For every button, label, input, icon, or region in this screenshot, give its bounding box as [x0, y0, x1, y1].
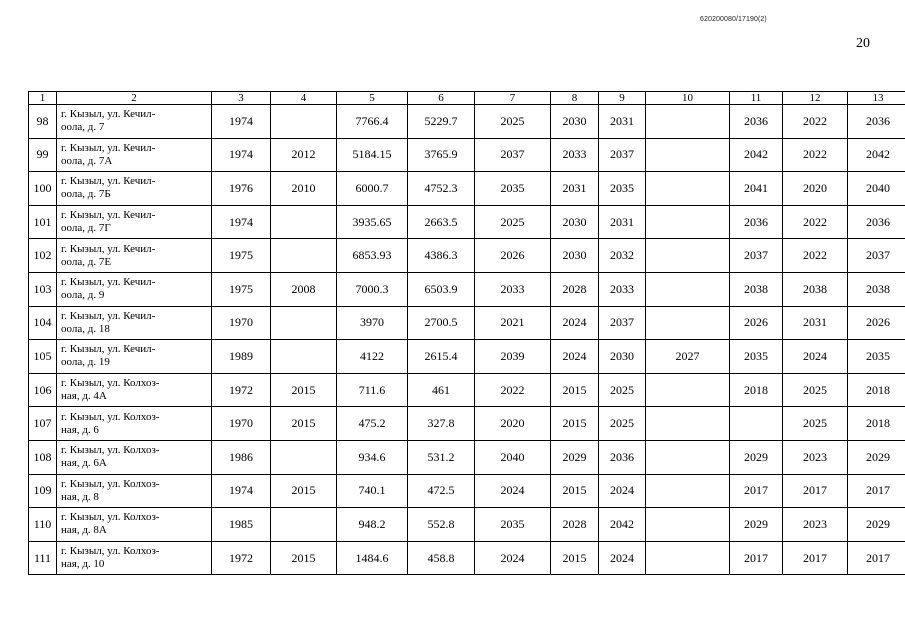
table-row — [29, 172, 905, 206]
column-header: 2 — [57, 92, 212, 105]
table-cell: 2038 — [730, 272, 783, 306]
table-cell: 2015 — [551, 407, 599, 441]
table-cell: 1989 — [212, 340, 271, 374]
table-cell: 2024 — [551, 340, 599, 374]
table-cell: 2015 — [271, 373, 337, 407]
table-cell — [271, 239, 337, 273]
row-number-cell: 109 — [29, 474, 57, 508]
table-cell: 1974 — [212, 205, 271, 239]
address-cell: г. Кызыл, ул. Колхоз- ная, д. 4А — [57, 373, 212, 407]
table-cell: 2008 — [271, 272, 337, 306]
table-cell: 2024 — [475, 474, 551, 508]
table-cell: 2022 — [783, 105, 848, 139]
table-cell: 2028 — [551, 272, 599, 306]
table-cell: 2021 — [475, 306, 551, 340]
table-cell: 7766.4 — [337, 105, 408, 139]
table-cell: 2026 — [475, 239, 551, 273]
table-cell: 2040 — [848, 172, 905, 206]
table-cell: 2037 — [848, 239, 905, 273]
table-cell: 2024 — [783, 340, 848, 374]
column-header: 7 — [475, 92, 551, 105]
table-cell: 2035 — [599, 172, 646, 206]
table-cell: 475.2 — [337, 407, 408, 441]
table-cell: 3970 — [337, 306, 408, 340]
table-row — [29, 474, 905, 508]
table-cell — [646, 474, 730, 508]
table-cell — [271, 440, 337, 474]
table-row — [29, 407, 905, 441]
table-cell: 2035 — [475, 172, 551, 206]
table-cell: 2026 — [848, 306, 905, 340]
table-cell: 2025 — [599, 373, 646, 407]
table-cell: 2030 — [551, 105, 599, 139]
table-row — [29, 138, 905, 172]
table-cell — [646, 306, 730, 340]
address-cell: г. Кызыл, ул. Кечил- оола, д. 18 — [57, 306, 212, 340]
table-cell: 2029 — [730, 508, 783, 542]
table-cell: 2028 — [551, 508, 599, 542]
table-cell: 2030 — [551, 239, 599, 273]
table-cell: 1974 — [212, 474, 271, 508]
document-code: 620200080/17190(2) — [700, 16, 767, 23]
table-cell: 2025 — [599, 407, 646, 441]
table-cell: 2022 — [783, 239, 848, 273]
table-cell — [646, 373, 730, 407]
table-cell: 1986 — [212, 440, 271, 474]
table-cell: 2024 — [551, 306, 599, 340]
table-row — [29, 440, 905, 474]
table-cell: 1985 — [212, 508, 271, 542]
table-cell: 2037 — [730, 239, 783, 273]
table-cell: 2025 — [783, 407, 848, 441]
table-cell: 461 — [408, 373, 475, 407]
table-cell: 2663.5 — [408, 205, 475, 239]
table-row — [29, 508, 905, 542]
table-cell: 2029 — [551, 440, 599, 474]
table-cell: 5184.15 — [337, 138, 408, 172]
table-cell: 4386.3 — [408, 239, 475, 273]
row-number-cell: 107 — [29, 407, 57, 441]
table-cell: 2033 — [551, 138, 599, 172]
table-cell: 2015 — [551, 541, 599, 575]
column-header: 9 — [599, 92, 646, 105]
table-cell: 2017 — [783, 474, 848, 508]
table-cell: 2042 — [599, 508, 646, 542]
table-row — [29, 272, 905, 306]
table-cell: 2030 — [551, 205, 599, 239]
table-cell: 2615.4 — [408, 340, 475, 374]
table-cell: 2017 — [848, 474, 905, 508]
table-cell: 552.8 — [408, 508, 475, 542]
address-cell: г. Кызыл, ул. Кечил- оола, д. 7Е — [57, 239, 212, 273]
table-row — [29, 105, 905, 139]
table-cell: 2017 — [783, 541, 848, 575]
table-cell: 2023 — [783, 440, 848, 474]
table-cell: 2015 — [551, 474, 599, 508]
table-cell: 3935.65 — [337, 205, 408, 239]
column-header: 12 — [783, 92, 848, 105]
column-header: 5 — [337, 92, 408, 105]
page-number: 20 — [856, 36, 870, 51]
table-cell: 4752.3 — [408, 172, 475, 206]
table-cell: 2038 — [783, 272, 848, 306]
table-row — [29, 373, 905, 407]
row-number-cell: 110 — [29, 508, 57, 542]
table-cell: 2031 — [551, 172, 599, 206]
table-cell: 2035 — [848, 340, 905, 374]
table-cell: 2012 — [271, 138, 337, 172]
table-cell: 740.1 — [337, 474, 408, 508]
table-cell: 2036 — [848, 205, 905, 239]
address-cell: г. Кызыл, ул. Кечил- оола, д. 19 — [57, 340, 212, 374]
table-row — [29, 239, 905, 273]
table-cell: 2020 — [783, 172, 848, 206]
row-number-cell: 106 — [29, 373, 57, 407]
address-cell: г. Кызыл, ул. Колхоз- ная, д. 10 — [57, 541, 212, 575]
address-cell: г. Кызыл, ул. Кечил- оола, д. 9 — [57, 272, 212, 306]
table-cell: 2015 — [551, 373, 599, 407]
table-cell: 2030 — [599, 340, 646, 374]
table-cell: 2020 — [475, 407, 551, 441]
table-cell — [730, 407, 783, 441]
table-cell: 3765.9 — [408, 138, 475, 172]
table-cell: 1974 — [212, 138, 271, 172]
table-cell: 2024 — [599, 541, 646, 575]
table-cell: 1974 — [212, 105, 271, 139]
column-header: 8 — [551, 92, 599, 105]
table-cell: 948.2 — [337, 508, 408, 542]
table-cell: 5229.7 — [408, 105, 475, 139]
table-cell: 2017 — [730, 541, 783, 575]
table-cell: 2032 — [599, 239, 646, 273]
table-cell: 1972 — [212, 541, 271, 575]
row-number-cell: 99 — [29, 138, 57, 172]
column-header: 1 — [29, 92, 57, 105]
table-cell — [646, 272, 730, 306]
column-header: 4 — [271, 92, 337, 105]
table-cell: 2031 — [599, 205, 646, 239]
table-cell: 2018 — [730, 373, 783, 407]
table-row — [29, 205, 905, 239]
table-cell: 2029 — [848, 508, 905, 542]
table-cell: 472.5 — [408, 474, 475, 508]
table-cell: 6853.93 — [337, 239, 408, 273]
table-cell: 6503.9 — [408, 272, 475, 306]
table-cell — [646, 105, 730, 139]
table-cell — [646, 541, 730, 575]
address-cell: г. Кызыл, ул. Кечил- оола, д. 7Б — [57, 172, 212, 206]
table-cell: 458.8 — [408, 541, 475, 575]
table-cell: 2025 — [475, 205, 551, 239]
table-cell — [646, 440, 730, 474]
table-cell: 2039 — [475, 340, 551, 374]
table-cell: 711.6 — [337, 373, 408, 407]
address-cell: г. Кызыл, ул. Кечил- оола, д. 7 — [57, 105, 212, 139]
table-cell: 2010 — [271, 172, 337, 206]
table-cell: 2035 — [730, 340, 783, 374]
row-number-cell: 108 — [29, 440, 57, 474]
table-cell: 1975 — [212, 272, 271, 306]
table-cell: 1975 — [212, 239, 271, 273]
address-cell: г. Кызыл, ул. Кечил- оола, д. 7Г — [57, 205, 212, 239]
table-row — [29, 340, 905, 374]
table-cell: 531.2 — [408, 440, 475, 474]
column-header: 10 — [646, 92, 730, 105]
row-number-cell: 105 — [29, 340, 57, 374]
table-cell: 2029 — [848, 440, 905, 474]
table-cell: 2015 — [271, 407, 337, 441]
table-cell: 2024 — [475, 541, 551, 575]
table-cell: 2036 — [730, 205, 783, 239]
table-cell: 2018 — [848, 407, 905, 441]
table-cell — [646, 138, 730, 172]
table-cell: 2038 — [848, 272, 905, 306]
table-cell: 2022 — [783, 205, 848, 239]
table-cell: 1972 — [212, 373, 271, 407]
table-cell: 4122 — [337, 340, 408, 374]
table-cell: 2036 — [848, 105, 905, 139]
table-cell — [646, 407, 730, 441]
table-cell: 2037 — [475, 138, 551, 172]
table-cell: 2029 — [730, 440, 783, 474]
table-cell: 2042 — [848, 138, 905, 172]
column-header: 3 — [212, 92, 271, 105]
table-cell: 2037 — [599, 138, 646, 172]
table-cell — [646, 172, 730, 206]
row-number-cell: 100 — [29, 172, 57, 206]
column-header: 6 — [408, 92, 475, 105]
table-cell: 2018 — [848, 373, 905, 407]
table-cell: 2017 — [848, 541, 905, 575]
row-number-cell: 98 — [29, 105, 57, 139]
address-cell: г. Кызыл, ул. Кечил- оола, д. 7А — [57, 138, 212, 172]
table-cell: 2031 — [783, 306, 848, 340]
table-cell: 2700.5 — [408, 306, 475, 340]
table-cell — [271, 306, 337, 340]
table-cell — [646, 205, 730, 239]
row-number-cell: 102 — [29, 239, 57, 273]
table-cell: 2017 — [730, 474, 783, 508]
row-number-cell: 103 — [29, 272, 57, 306]
table-cell: 7000.3 — [337, 272, 408, 306]
table-cell: 2036 — [730, 105, 783, 139]
table-cell: 2042 — [730, 138, 783, 172]
table-cell: 2024 — [599, 474, 646, 508]
table-cell: 2025 — [783, 373, 848, 407]
table-row — [29, 541, 905, 575]
column-header: 13 — [848, 92, 905, 105]
table-cell — [271, 340, 337, 374]
table-cell — [271, 205, 337, 239]
table-cell: 2033 — [475, 272, 551, 306]
table-cell — [646, 239, 730, 273]
table-cell: 2015 — [271, 541, 337, 575]
header-row — [29, 92, 905, 105]
table-cell: 1976 — [212, 172, 271, 206]
table-cell — [271, 105, 337, 139]
row-number-cell: 101 — [29, 205, 57, 239]
table-cell: 2033 — [599, 272, 646, 306]
table-cell: 1970 — [212, 407, 271, 441]
table-cell: 2025 — [475, 105, 551, 139]
table-cell: 2026 — [730, 306, 783, 340]
table-cell: 2040 — [475, 440, 551, 474]
table-cell — [646, 508, 730, 542]
table-cell: 2022 — [783, 138, 848, 172]
address-cell: г. Кызыл, ул. Колхоз- ная, д. 6А — [57, 440, 212, 474]
table-cell: 2037 — [599, 306, 646, 340]
housing-register-table — [28, 91, 905, 575]
table-cell: 327.8 — [408, 407, 475, 441]
table-cell: 6000.7 — [337, 172, 408, 206]
table-cell: 2023 — [783, 508, 848, 542]
address-cell: г. Кызыл, ул. Колхоз- ная, д. 8 — [57, 474, 212, 508]
table-cell: 1484.6 — [337, 541, 408, 575]
table-cell: 934.6 — [337, 440, 408, 474]
table-cell: 2031 — [599, 105, 646, 139]
table-cell: 2027 — [646, 340, 730, 374]
table-cell: 2015 — [271, 474, 337, 508]
table-cell: 1970 — [212, 306, 271, 340]
table-cell: 2022 — [475, 373, 551, 407]
table-cell: 2041 — [730, 172, 783, 206]
row-number-cell: 104 — [29, 306, 57, 340]
address-cell: г. Кызыл, ул. Колхоз- ная, д. 8А — [57, 508, 212, 542]
address-cell: г. Кызыл, ул. Колхоз- ная, д. 6 — [57, 407, 212, 441]
column-header: 11 — [730, 92, 783, 105]
table-cell: 2036 — [599, 440, 646, 474]
table-cell: 2035 — [475, 508, 551, 542]
table-row — [29, 306, 905, 340]
row-number-cell: 111 — [29, 541, 57, 575]
table-cell — [271, 508, 337, 542]
